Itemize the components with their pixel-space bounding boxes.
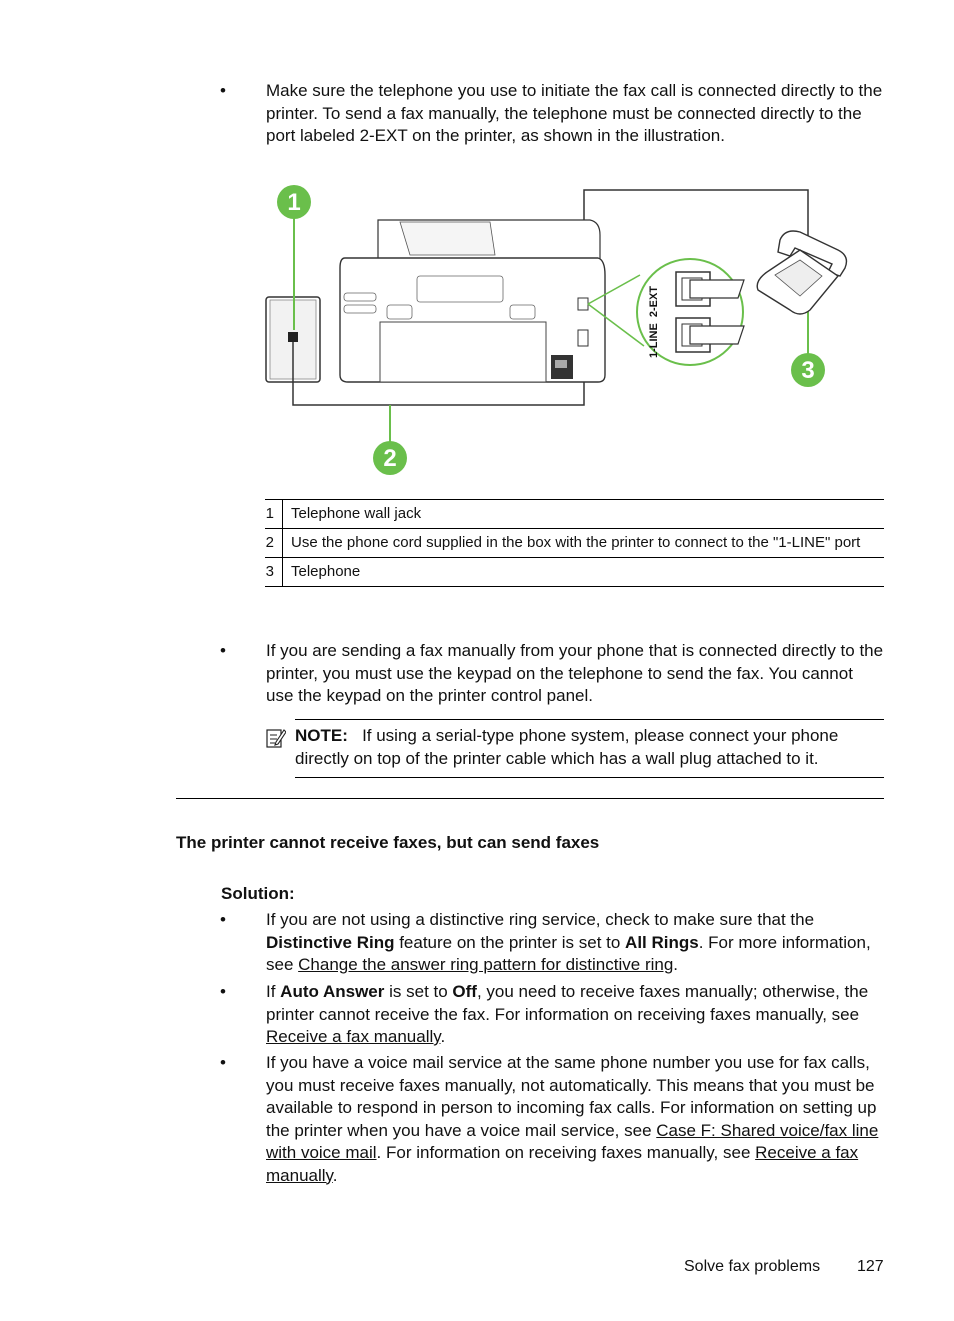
section-heading: The printer cannot receive faxes, but can send faxes bbox=[176, 833, 600, 852]
legend-number: 3 bbox=[265, 558, 283, 587]
receive-fax-manually-link[interactable]: Receive a fax manually bbox=[266, 1027, 441, 1046]
bullet-text: If Auto Answer is set to Off, you need to receive faxes manually; otherwise, the printer cannot receive the fax. For information on receiving faxes manually, see Receive a fax manually. bbox=[266, 982, 869, 1046]
callout-2 bbox=[373, 441, 407, 475]
bullet-dot: • bbox=[220, 1053, 226, 1072]
callout-3 bbox=[791, 353, 825, 387]
note-bottom-rule bbox=[295, 777, 884, 778]
solution-label: Solution: bbox=[221, 884, 295, 903]
callout-1 bbox=[277, 185, 311, 219]
port-labels: 1-LINE2-EXT bbox=[648, 285, 660, 358]
printer bbox=[340, 220, 605, 382]
svg-text:3: 3 bbox=[801, 357, 815, 384]
legend-table bbox=[265, 499, 884, 587]
table-row bbox=[265, 558, 884, 587]
case-f-link[interactable]: Case F: Shared voice/fax line with voice mail bbox=[266, 1120, 879, 1162]
bullet-dot: • bbox=[220, 641, 226, 660]
svg-text:2: 2 bbox=[383, 445, 397, 472]
distinctive-ring-link[interactable]: Change the answer ring pattern for distinctive ring bbox=[298, 955, 674, 974]
note-icon bbox=[266, 727, 286, 749]
bullet-dot: • bbox=[220, 81, 226, 100]
note-top-rule bbox=[295, 719, 884, 720]
bullet-text: If you are sending a fax manually from your phone that is connected directly to the printer, you must use the keypad on the telephone to send the fax. You cannot use the keypad on the printer control panel. bbox=[266, 641, 884, 705]
note-body bbox=[295, 725, 884, 770]
legend-text: Use the phone cord supplied in the box with the printer to connect to the "1-LINE" port bbox=[283, 529, 885, 558]
receive-fax-manually-link[interactable]: Receive a fax manually bbox=[266, 1143, 859, 1185]
svg-text:1: 1 bbox=[287, 189, 301, 216]
bullet-text: If you have a voice mail service at the same phone number you use for fax calls, you must receive faxes manually, not automatically. This means that you must be available to respond in person to incoming fax calls. For information on setting up the printer when you have a voice mail service, see Case F: Shared voice/fax line with voice mail. For information on receiving faxes manually, see Receive a fax manually. bbox=[266, 1053, 879, 1185]
note-label: NOTE: bbox=[295, 726, 348, 745]
table-row bbox=[265, 500, 884, 529]
legend-number: 2 bbox=[265, 529, 283, 558]
bullet-text: If you are not using a distinctive ring service, check to make sure that the Distinctive Ring feature on the printer is set to All Rings. For more information, see Change the answer ring pattern for distinctive ring. bbox=[266, 910, 871, 974]
bullet-text: Make sure the telephone you use to initiate the fax call is connected directly to the printer. To send a fax manually, the telephone must be connected directly to the port labeled 2-EXT on the printer, as shown in the illustration. bbox=[266, 81, 883, 145]
bullet-dot: • bbox=[220, 982, 226, 1001]
section-divider bbox=[176, 798, 884, 799]
legend-number: 1 bbox=[265, 500, 283, 529]
telephone bbox=[757, 231, 846, 314]
connection-diagram bbox=[260, 180, 860, 480]
note-text: If using a serial-type phone system, please connect your phone directly on top of the printer cable which has a wall plug attached to it. bbox=[295, 726, 839, 768]
legend-text: Telephone wall jack bbox=[283, 500, 885, 529]
bullet-dot: • bbox=[220, 910, 226, 929]
footer-section-title: Solve fax problems bbox=[684, 1258, 821, 1275]
table-row bbox=[265, 529, 884, 558]
page-number: 127 bbox=[857, 1258, 884, 1275]
legend-text: Telephone bbox=[283, 558, 885, 587]
